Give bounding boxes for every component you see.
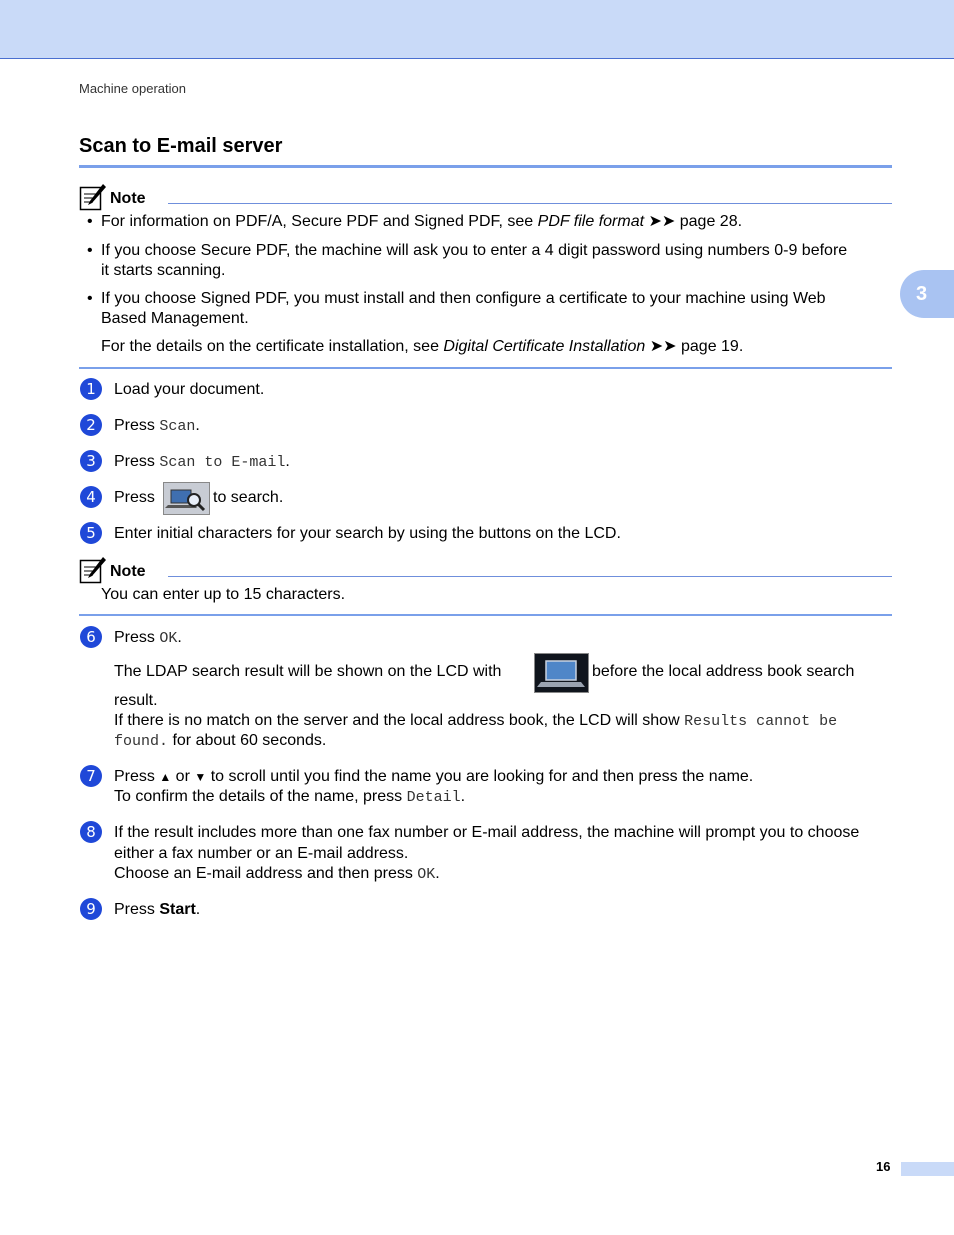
lcd-key-ok[interactable]: OK (159, 630, 178, 647)
bullet-marker: • (87, 242, 93, 259)
note-header (79, 556, 892, 586)
link-digital-certificate[interactable]: Digital Certificate Installation (443, 338, 646, 355)
search-address-icon[interactable] (163, 482, 210, 515)
step-number: 6 (80, 626, 102, 648)
step-text: Press Scan. (114, 417, 200, 435)
arrow-down-icon[interactable]: ▼ (194, 770, 207, 784)
step-detail: result. (114, 692, 158, 709)
note-extra: For the details on the certificate installation, see Digital Certificate Installation ➤➤ page 19. (101, 338, 744, 355)
step-text: Enter initial characters for your search by using the buttons on the LCD. (114, 525, 621, 542)
note-text: You can enter up to 15 characters. (101, 586, 346, 603)
step-text: Load your document. (114, 381, 265, 398)
note-pencil-icon (79, 183, 107, 211)
title-rule (79, 165, 892, 168)
lcd-message: found. (114, 733, 169, 750)
link-pdf-file-format[interactable]: PDF file format (537, 213, 645, 230)
step-detail: To confirm the details of the name, press Detail. (114, 788, 466, 806)
step-number: 9 (80, 898, 102, 920)
footer-band (901, 1162, 954, 1176)
step-number: 3 (80, 450, 102, 472)
bullet-marker: • (87, 290, 93, 307)
note-header (79, 183, 892, 213)
step-text: either a fax number or an E-mail address. (114, 845, 409, 862)
note-rule (168, 576, 892, 577)
page-number: 16 (876, 1159, 891, 1174)
note-item: For information on PDF/A, Secure PDF and Signed PDF, see PDF file format ➤➤ page 28. (101, 213, 743, 230)
note-rule (168, 203, 892, 204)
step-text: Choose an E-mail address and then press OK. (114, 865, 440, 883)
step-detail: found. for about 60 seconds. (114, 732, 327, 750)
header-band (0, 0, 954, 59)
lcd-message: Results cannot be (684, 713, 838, 730)
step-text: Press ▲ or ▼ to scroll until you find the name you are looking for and then press the name. (114, 768, 754, 785)
arrow-icon: ➤➤ (648, 213, 676, 230)
start-key[interactable]: Start (159, 901, 196, 918)
step-number: 8 (80, 821, 102, 843)
step-number: 2 (80, 414, 102, 436)
lcd-key-ok[interactable]: OK (417, 866, 436, 883)
step-number: 1 (80, 378, 102, 400)
step-text: Press Start. (114, 901, 201, 918)
bullet-marker: • (87, 213, 93, 230)
step-detail: If there is no match on the server and the local address book, the LCD will show Results cannot be (114, 712, 838, 730)
note-pencil-icon (79, 556, 107, 584)
step-text: Press Scan to E-mail. (114, 453, 290, 471)
lcd-key-scan-to-email[interactable]: Scan to E-mail (159, 454, 286, 471)
ldap-server-icon (534, 653, 589, 693)
note-label: Note (110, 190, 146, 207)
step-number: 5 (80, 522, 102, 544)
step-detail: before the local address book search (592, 663, 855, 680)
step-text: If the result includes more than one fax number or E-mail address, the machine will prompt you to choose (114, 824, 860, 841)
note-item: If you choose Secure PDF, the machine will ask you to enter a 4 digit password using numbers 0-9 before (101, 242, 848, 259)
lcd-key-scan[interactable]: Scan (159, 418, 196, 435)
chapter-tab[interactable]: 3 (900, 270, 954, 318)
note-item-cont: Based Management. (101, 310, 249, 327)
step-number: 7 (80, 765, 102, 787)
arrow-icon: ➤➤ (649, 338, 677, 355)
section-title: Scan to E-mail server (79, 135, 283, 157)
step-text: Press (114, 489, 155, 506)
step-text: to search. (213, 489, 284, 506)
step-number: 4 (80, 486, 102, 508)
note-end-rule (79, 614, 892, 616)
step-text: Press OK. (114, 629, 182, 647)
note-item: If you choose Signed PDF, you must install and then configure a certificate to your machine using Web (101, 290, 826, 307)
note-end-rule (79, 367, 892, 369)
note-label: Note (110, 563, 146, 580)
note-item-cont: it starts scanning. (101, 262, 226, 279)
arrow-up-icon[interactable]: ▲ (159, 770, 172, 784)
running-head: Machine operation (79, 81, 186, 96)
lcd-key-detail[interactable]: Detail (406, 789, 461, 806)
step-detail: The LDAP search result will be shown on the LCD with (114, 663, 502, 680)
